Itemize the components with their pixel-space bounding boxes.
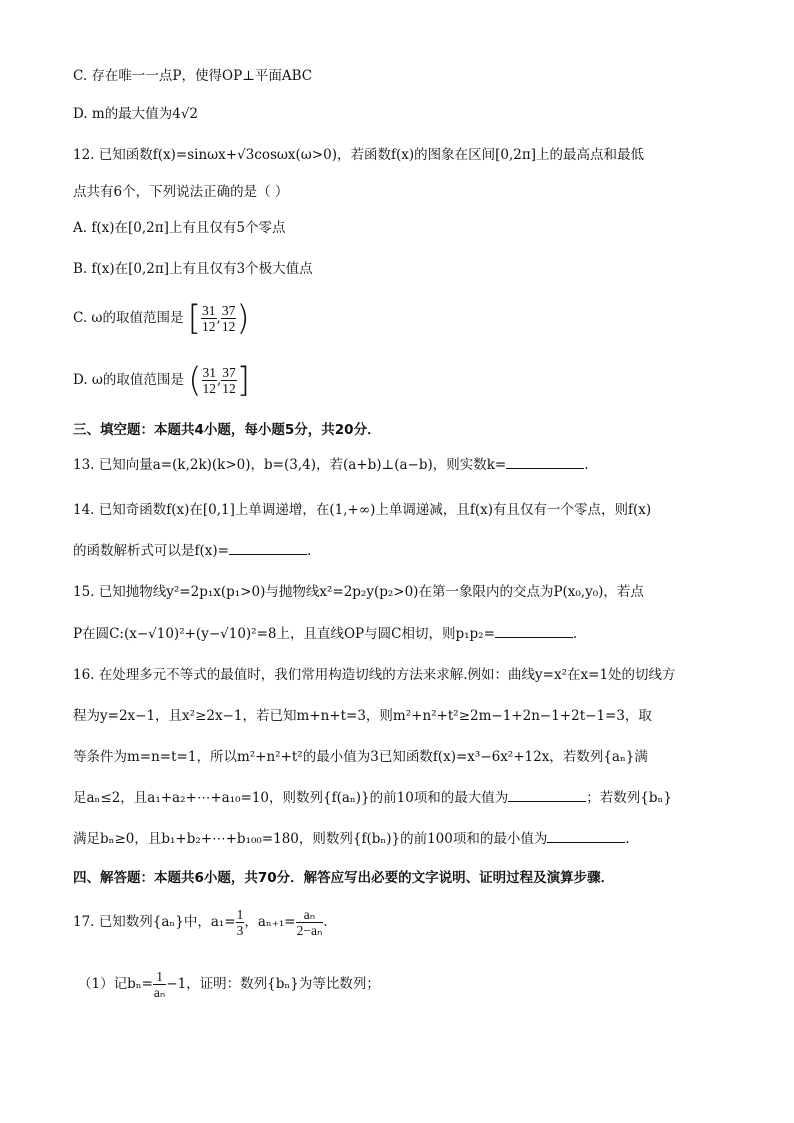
q16-answer-blank-2[interactable] bbox=[547, 829, 625, 843]
q13-text: 13. 已知向量a=(k,2k)(k>0)，b=(3,4)，若(a+b)⊥(a−b)，则实数k= bbox=[73, 457, 507, 473]
a1-fraction: $\frac{1}{3}$ bbox=[236, 907, 244, 938]
q16-line4 bbox=[73, 788, 734, 808]
section-3-heading: 三、填空题：本题共4小题，每小题5分，共20分． bbox=[73, 422, 381, 438]
q16-line5-text: 满足bₙ≥0，且b₁+b₂+⋯+b₁₀₀=180，则数列{f(bₙ)}的前100项和的最小值为 bbox=[73, 831, 548, 847]
bracket-close: ] bbox=[236, 360, 251, 401]
q14-line2-text: 的函数解析式可以是f(x)= bbox=[73, 543, 229, 559]
fraction-31-12: $\frac{31}{12}$ bbox=[202, 365, 216, 396]
q16-line4-tail: ；若数列{bₙ} bbox=[586, 790, 672, 806]
q13-answer-blank[interactable] bbox=[506, 455, 584, 469]
section-4-heading: 四、解答题：本题共6小题，共70分．解答应写出必要的文字说明、证明过程及演算步骤． bbox=[73, 870, 615, 886]
q12-option-c: C. ω的取值范围是 [ $\frac{31}{12}$ , $\frac{37}{12}$ ) bbox=[73, 298, 250, 339]
paren-open: ( bbox=[188, 360, 202, 401]
q15-line1: 15. 已知抛物线y²=2p₁x(p₁>0)与抛物线x²=2p₂y(p₂>0)在第一象限内的交点为P(x₀,y₀)，若点 bbox=[73, 584, 644, 600]
q12-stem-line2: 点共有6个，下列说法正确的是（ ） bbox=[73, 184, 289, 200]
q12-option-c-label: C. ω的取值范围是 bbox=[73, 310, 184, 326]
q17-stem-mid: ，aₙ₊₁= bbox=[244, 914, 296, 930]
q15-line2-text: P在圆C:(x−√10)²+(y−√10)²=8上，且直线OP与圆C相切，则p₁p₂= bbox=[73, 626, 495, 642]
q11-option-c: C. 存在唯一一点P，使得OP⊥平面ABC bbox=[73, 68, 313, 84]
q16-line4-text: 足aₙ≤2，且a₁+a₂+⋯+a₁₀=10，则数列{f(aₙ)}的前10项和的最大值为 bbox=[73, 790, 509, 806]
q15-answer-blank[interactable] bbox=[495, 624, 573, 638]
q17-part1-suffix: −1，证明：数列{bₙ}为等比数列； bbox=[166, 976, 380, 992]
q12-option-d: D. ω的取值范围是 ( $\frac{31}{12}$ , $\frac{37}{12}$ ] bbox=[73, 360, 251, 401]
q12-option-b: B. f(x)在[0,2π]上有且仅有3个极大值点 bbox=[73, 261, 313, 277]
q14-answer-blank[interactable] bbox=[229, 541, 307, 555]
q17-stem-prefix: 17. 已知数列{aₙ}中，a₁= bbox=[73, 914, 236, 930]
q17-part1 bbox=[78, 964, 734, 1008]
q16-line3: 等条件为m=n=t=1，所以m²+n²+t²的最小值为3已知函数f(x)=x³−6x²+12x，若数列{aₙ}满 bbox=[73, 749, 648, 765]
bn-fraction: $\frac{1}{\text{aₙ}}$ bbox=[153, 969, 166, 1000]
fraction-37-12: $\frac{37}{12}$ bbox=[221, 303, 236, 334]
q14-line2: 的函数解析式可以是f(x)= . bbox=[73, 543, 312, 559]
q16-line1: 16. 在处理多元不等式的最值时，我们常用构造切线的方法来求解.例如：曲线y=x²在x=1处的切线方 bbox=[73, 667, 676, 683]
fraction-31-12: $\frac{31}{12}$ bbox=[202, 303, 216, 334]
q13: 13. 已知向量a=(k,2k)(k>0)，b=(3,4)，若(a+b)⊥(a−b)，则实数k= . bbox=[73, 457, 589, 473]
q17-stem bbox=[73, 902, 734, 946]
q16-answer-blank-1[interactable] bbox=[508, 788, 586, 802]
q16-line2: 程为y=2x−1，且x²≥2x−1，若已知m+n+t=3，则m²+n²+t²≥2m−1+2n−1+2t−1=3，取 bbox=[73, 708, 652, 724]
q11-option-d: D. m的最大值为4√2 bbox=[73, 106, 199, 122]
q16-line5: 满足bₙ≥0，且b₁+b₂+⋯+b₁₀₀=180，则数列{f(bₙ)}的前100项和的最小值为 . bbox=[73, 831, 630, 847]
q17-part1-prefix: （1）记bₙ= bbox=[78, 976, 153, 992]
q12-option-a: A. f(x)在[0,2π]上有且仅有5个零点 bbox=[73, 220, 286, 236]
q17-stem-end: ． bbox=[323, 914, 337, 930]
recurrence-fraction: $\frac{\text{aₙ}}{\text{2−aₙ}}$ bbox=[296, 907, 323, 938]
bracket-open: [ bbox=[187, 298, 202, 339]
q12-stem-line1: 12. 已知函数f(x)=sinωx+√3cosωx(ω>0)，若函数f(x)的图象在区间[0,2π]上的最高点和最低 bbox=[73, 147, 644, 163]
fraction-37-12: $\frac{37}{12}$ bbox=[222, 365, 236, 396]
q12-option-d-label: D. ω的取值范围是 bbox=[73, 372, 184, 388]
q15-line2: P在圆C:(x−√10)²+(y−√10)²=8上，且直线OP与圆C相切，则p₁p₂= . bbox=[73, 626, 578, 642]
q14-line1: 14. 已知奇函数f(x)在[0,1]上单调递增，在(1,+∞)上单调递减，且f(x)有且仅有一个零点，则f(x) bbox=[73, 502, 652, 518]
paren-close: ) bbox=[236, 298, 250, 339]
